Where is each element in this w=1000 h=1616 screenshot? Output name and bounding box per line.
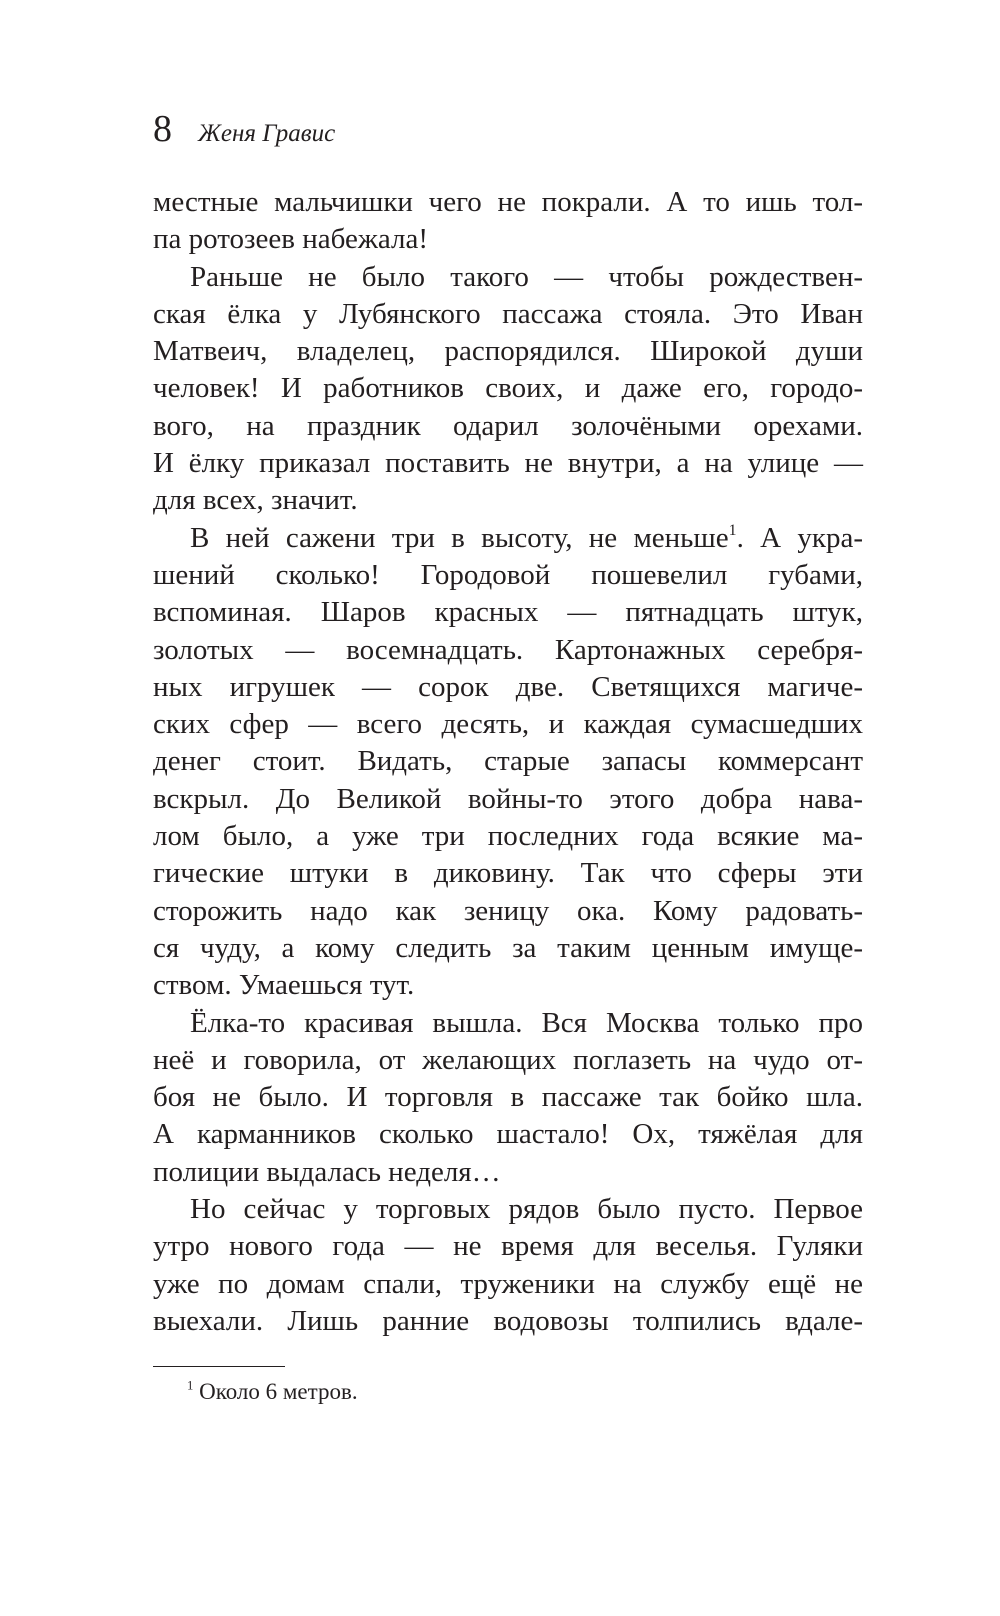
- text-line-content: вого, на праздник одарил золочёными орехами.: [153, 409, 863, 442]
- text-line: [153, 781, 863, 818]
- text-line-content: неё и говорила, от желающих поглазеть на чудо от-: [153, 1043, 863, 1076]
- text-line-content: ских сфер — всего десять, и каждая сумасшедших: [153, 708, 863, 741]
- text-line-content: боя не было. И торговля в пассаже так бойко шла.: [153, 1081, 863, 1114]
- text-line: [153, 445, 863, 482]
- text-line: [153, 930, 863, 967]
- text-line-content: шений сколько! Городовой пошевелил губами,: [153, 558, 863, 591]
- text-line: [153, 967, 863, 1004]
- text-line: [153, 259, 863, 296]
- text-line: [153, 333, 863, 370]
- text-line-content: сторожить надо как зеницу ока. Кому радовать-: [153, 894, 863, 927]
- text-line: [153, 184, 863, 221]
- text-line-content: А карманников сколько шастало! Ох, тяжёлая для: [153, 1118, 863, 1151]
- text-line: [153, 706, 863, 743]
- text-line: [153, 818, 863, 855]
- text-line: [153, 482, 863, 519]
- text-line: [153, 1191, 863, 1228]
- text-line-content: Но сейчас у торговых рядов было пусто. Первое: [190, 1193, 863, 1226]
- body-text: [153, 184, 863, 1340]
- text-line-content: В ней сажени три в высоту, не меньше: [190, 521, 729, 554]
- text-line: [153, 1005, 863, 1042]
- footnote: [187, 1376, 358, 1408]
- text-line-content: И ёлку приказал поставить не внутри, а на улице —: [153, 447, 863, 480]
- text-line-continuation: . А укра-: [736, 521, 864, 554]
- text-line: [153, 1116, 863, 1153]
- text-line: [153, 221, 863, 258]
- text-line: [153, 1079, 863, 1116]
- text-line-content: па ротозеев набежала!: [153, 223, 428, 256]
- text-line: [153, 296, 863, 333]
- text-line: [153, 408, 863, 445]
- text-line-content: ся чуду, а кому следить за таким ценным имуще-: [153, 931, 863, 964]
- text-line-content: лом было, а уже три последних года всякие ма-: [153, 820, 863, 853]
- text-line-content: для всех, значит.: [153, 484, 358, 517]
- text-line: [153, 594, 863, 631]
- text-line-content: уже по домам спали, труженики на службу ещё не: [153, 1267, 863, 1300]
- footnote-text: Около 6 метров.: [193, 1379, 358, 1404]
- footnote-marker: 1: [187, 1378, 194, 1393]
- text-line: [153, 1303, 863, 1340]
- text-line: [153, 855, 863, 892]
- text-line: [153, 893, 863, 930]
- text-line-content: Раньше не было такого — чтобы рождествен-: [190, 260, 863, 293]
- text-line: [153, 520, 863, 557]
- footnote-rule: [153, 1366, 285, 1367]
- text-line-content: человек! И работников своих, и даже его, городо-: [153, 372, 863, 405]
- text-line: [153, 632, 863, 669]
- text-line: [153, 1228, 863, 1265]
- text-line-content: денег стоит. Видать, старые запасы коммерсант: [153, 745, 863, 778]
- text-line-content: вспоминая. Шаров красных — пятнадцать штук,: [153, 596, 863, 629]
- text-line: [153, 743, 863, 780]
- text-line: [153, 669, 863, 706]
- text-line: [153, 1042, 863, 1079]
- text-line: [153, 1266, 863, 1303]
- author-name: Женя Гравис: [198, 120, 336, 147]
- text-line: [153, 370, 863, 407]
- text-line-content: ская ёлка у Лубянского пассажа стояла. Это Иван: [153, 297, 863, 330]
- text-line-content: Матвеич, владелец, распорядился. Широкой души: [153, 335, 863, 368]
- text-line-content: ных игрушек — сорок две. Светящихся магиче-: [153, 670, 863, 703]
- text-line-content: гические штуки в диковину. Так что сферы эти: [153, 857, 863, 890]
- text-line-content: ством. Умаешься тут.: [153, 969, 415, 1002]
- text-line-content: Ёлка-то красивая вышла. Вся Москва только про: [190, 1006, 863, 1039]
- footnote-reference: 1: [728, 521, 737, 539]
- text-line-content: выехали. Лишь ранние водовозы толпились вдале-: [153, 1304, 863, 1337]
- text-line-content: утро нового года — не время для веселья. Гуляки: [153, 1230, 863, 1263]
- text-line-content: вскрыл. До Великой войны-то этого добра нава-: [153, 782, 863, 815]
- text-line: [153, 557, 863, 594]
- text-line-content: местные мальчишки чего не покрали. А то ишь тол-: [153, 186, 863, 218]
- text-line-content: полиции выдалась неделя…: [153, 1155, 501, 1188]
- text-line-content: золотых — восемнадцать. Картонажных серебря-: [153, 633, 863, 666]
- page-number: 8: [153, 108, 172, 150]
- text-line: [153, 1154, 863, 1191]
- running-head: [153, 110, 335, 148]
